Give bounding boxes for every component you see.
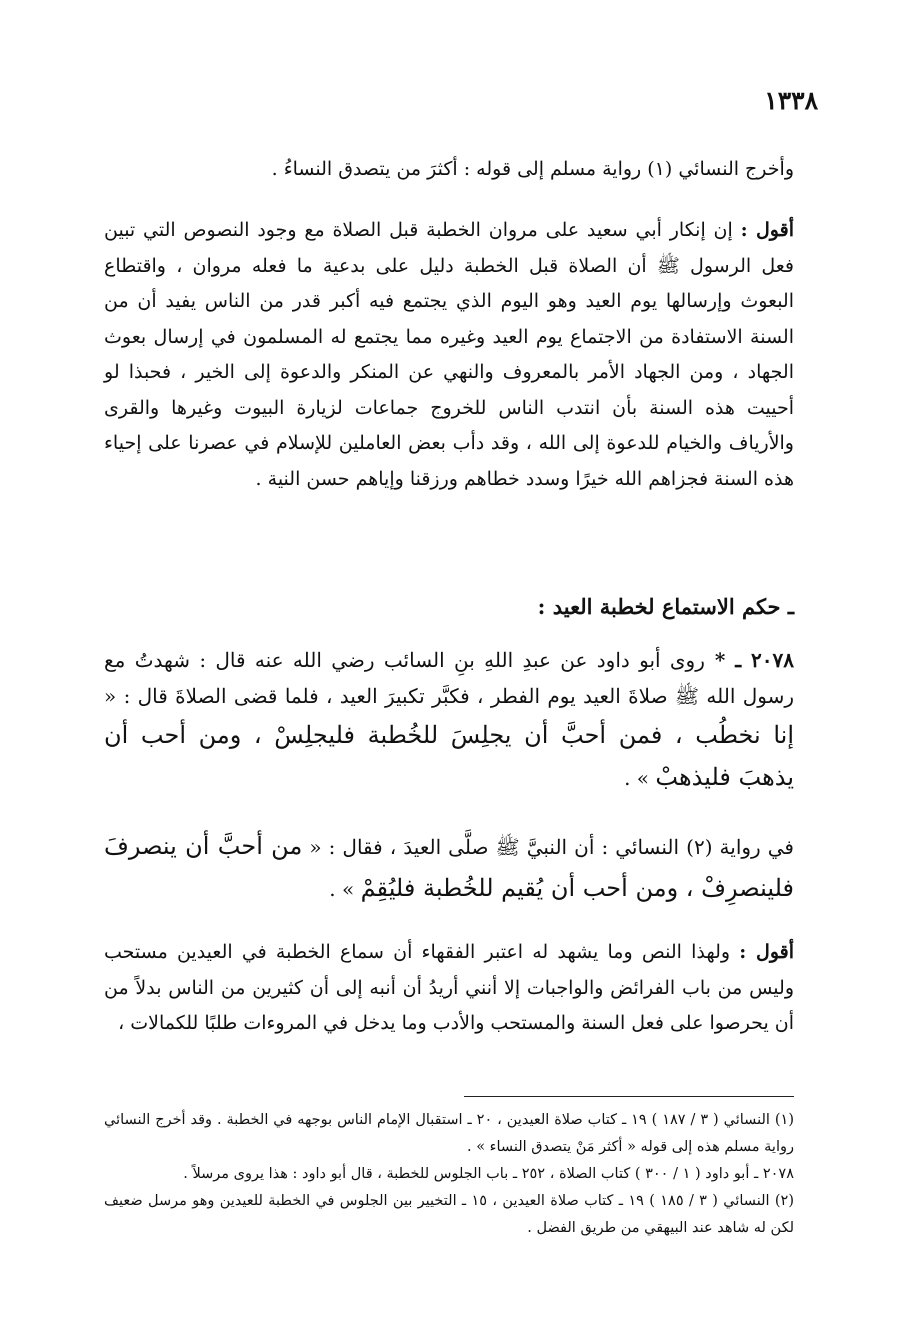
commentary-2-text: ولهذا النص وما يشهد له اعتبر الفقهاء أن سماع الخطبة في العيدين مستحب وليس من باب الفرائض والواجبات إلا أنني أريدُ أن أنبه إلى أن كثيرين من الناس بدلاً من أن يحرصوا على فعل السنة والمستحب والأدب وما يدخل في المروءات طلبًا للكمالات ، <box>104 941 794 1034</box>
paragraph-nasai-intro: وأخرج النسائي (١) رواية مسلم إلى قوله : أكثرَ من يتصدق النساءُ . <box>271 158 794 180</box>
paragraph-commentary-2 <box>104 935 794 1042</box>
aqul-label-2: أقول : <box>739 941 794 963</box>
footnote-divider <box>464 1096 794 1097</box>
hadith-2078-quote: إنا نخطُب ، فمن أحبَّ أن يجلِسَ للخُطبة فليجلِسْ ، ومن أحب أن يذهبَ فليذهبْ <box>104 721 794 791</box>
hadith-2078-text: روى أبو داود عن عبدِ اللهِ بنِ السائب رضي الله عنه قال : شهدتُ مع رسول الله ﷺ صلاةَ العيد يوم الفطر ، فكبَّر تكبيرَ العيد ، فلما قضى الصلاةَ قال : « <box>104 648 794 708</box>
hadith-2078-end: » . <box>624 766 656 790</box>
hadith-number: ٢٠٧٨ ـ * <box>704 648 794 672</box>
hadith-2078 <box>104 642 794 798</box>
riwaya-end: » . <box>329 877 361 901</box>
commentary-1-text: إن إنكار أبي سعيد على مروان الخطبة قبل الصلاة مع وجود النصوص التي تبين فعل الرسول ﷺ أن الصلاة قبل الخطبة دليل على بدعية ما فعله مروان ، واقتطاع البعوث وإرسالها يوم العيد وهو اليوم الذي يجتمع فيه أكبر قدر من الناس يفيد أن من السنة الاستفادة من الاجتماع يوم العيد وغيره مما يجتمع له المسلمون في إرسال بعوث الجهاد ، ومن الجهاد الأمر بالمعروف والنهي عن المنكر والدعوة إلى الخير ، فحبذا لو أحييت هذه السنة بأن انتدب الناس للخروج جماعات لزيارة البيوت وغيرها والقرى والأرياف والخيام للدعوة إلى الله ، وقد دأب بعض العاملين للإسلام في عصرنا على إحياء هذه السنة فجزاهم الله خيرًا وسدد خطاهم ورزقنا وإياهم حسن النية . <box>104 219 794 490</box>
aqul-label: أقول : <box>740 219 794 241</box>
hadith-nasai-riwaya <box>104 825 794 909</box>
footnote-2: (٢) النسائي ( ٣ / ١٨٥ ) ١٩ ـ كتاب صلاة العيدين ، ١٥ ـ التخيير بين الجلوس في الخطبة للعيدين وهو مرسل ضعيف لكن له شاهد عند البيهقي من طريق الفضل . <box>104 1193 794 1236</box>
footnotes <box>104 1107 794 1242</box>
section-heading: ـ حكم الاستماع لخطبة العيد : <box>537 594 794 619</box>
footnote-1: (١) النسائي ( ٣ / ١٨٧ ) ١٩ ـ كتاب صلاة العيدين ، ٢٠ ـ استقبال الإمام الناس بوجهه في الخطبة . وقد أخرج النسائي رواية مسلم هذه إلى قوله « أكثر مَنْ يتصدق النساء » . <box>104 1112 794 1155</box>
riwaya-text: في رواية (٢) النسائي : أن النبيَّ ﷺ صلَّى العيدَ ، فقال : « <box>302 835 794 859</box>
footnote-2078: ٢٠٧٨ ـ أبو داود ( ١ / ٣٠٠ ) كتاب الصلاة ، ٢٥٢ ـ باب الجلوس للخطبة ، قال أبو داود : هذا يروى مرسلاً . <box>183 1166 794 1182</box>
paragraph-commentary-1 <box>104 213 794 497</box>
riwaya-quote: من أحبَّ أن ينصرفَ فلينصرِفْ ، ومن أحب أن يُقيم للخُطبة فليُقِمْ <box>104 832 794 902</box>
page-number: ١٣٣٨ <box>764 86 818 115</box>
